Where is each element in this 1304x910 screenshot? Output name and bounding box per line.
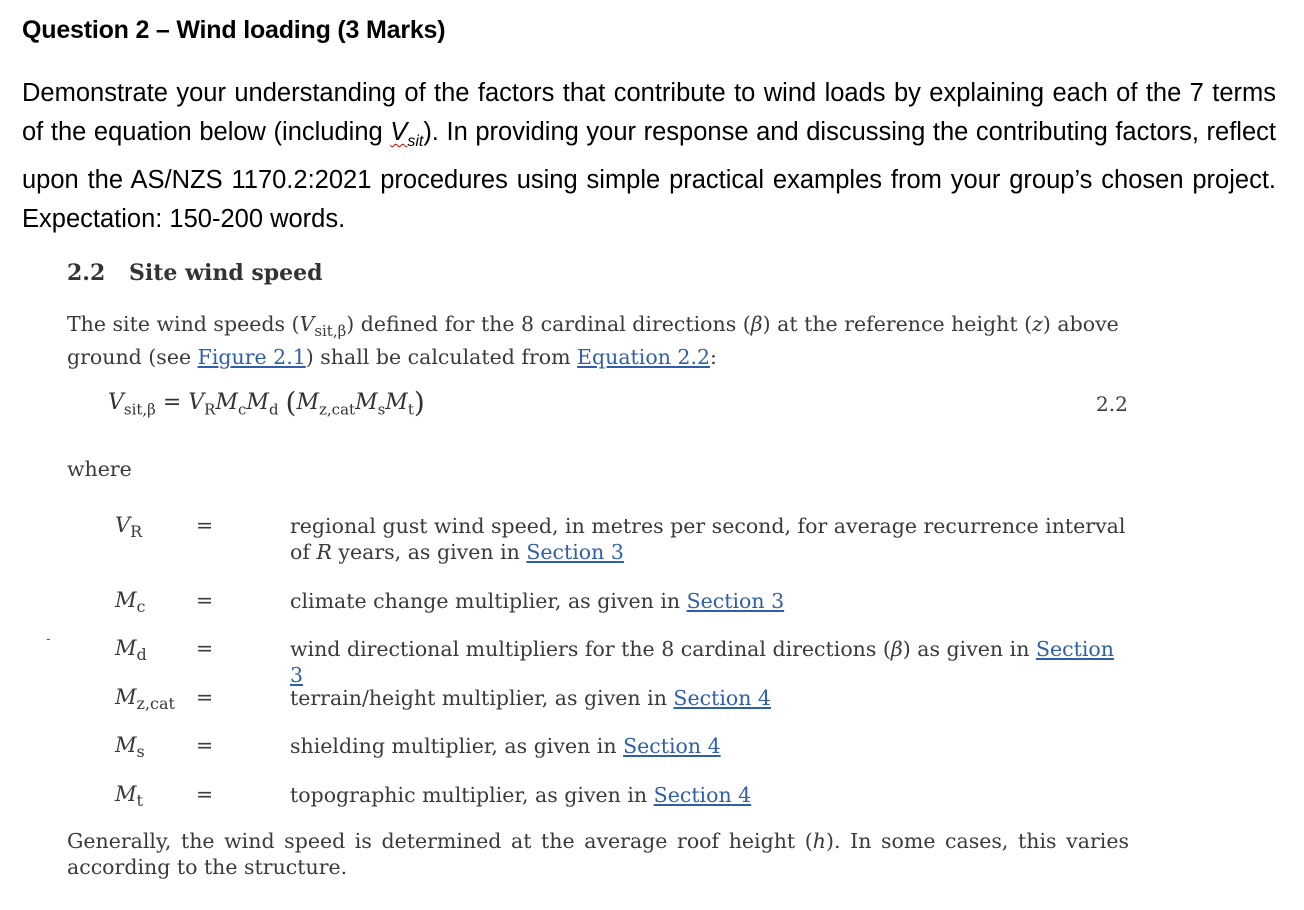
footer-text: ). In some cases, this varies according to the structure.: [67, 829, 1129, 879]
definition-equals: =: [196, 588, 214, 612]
eq-open-paren: (: [285, 386, 297, 419]
definition-symbol: $M_d$: [115, 636, 147, 665]
intro-text: ) defined for the 8 cardinal directions (: [346, 312, 751, 336]
section-title: Site wind speed: [129, 260, 323, 286]
vsit-main: V: [390, 118, 408, 146]
intro-v: V: [299, 312, 315, 336]
intro-text: ) above ground (see: [67, 312, 1119, 370]
eq-term: M: [215, 390, 238, 415]
eq-close-paren: ): [413, 386, 425, 419]
section-heading: [67, 260, 323, 286]
section-link[interactable]: Section 4: [623, 734, 721, 758]
question-text-part2: ). In providing your response and discussing the contributing factors, reflect upon the AS/NZS 1170.2:2021 procedures using simple practical examples from your group’s chosen project. Expectation: 150-200 words.: [22, 118, 1276, 234]
section-intro: [67, 311, 1129, 370]
definition-symbol: $M_s$: [115, 733, 145, 762]
where-label: where: [67, 457, 132, 481]
eq-sub: R: [204, 400, 216, 419]
eq-sign: =: [155, 390, 189, 415]
eq-sub: z,cat: [319, 400, 356, 419]
footer-paragraph: [67, 828, 1129, 880]
definition-equals: =: [196, 782, 214, 806]
definition-equals: =: [196, 685, 214, 709]
definition-text: wind directional multipliers for the 8 cardinal directions (β) as given in Section 3: [290, 637, 1114, 687]
eq-sub: c: [238, 400, 247, 419]
eq-sub: s: [377, 400, 386, 419]
intro-text: ) shall be calculated from: [305, 345, 578, 370]
definition-equals: =: [196, 513, 214, 537]
definition-text: regional gust wind speed, in metres per second, for average recurrence interval of R years, as given in Section 3: [290, 514, 1126, 564]
question-body: [22, 74, 1276, 239]
intro-text: The site wind speeds (: [67, 312, 300, 336]
definition-text: climate change multiplier, as given in Section 3: [290, 589, 785, 613]
intro-beta: β: [750, 312, 763, 336]
equation-link[interactable]: Equation 2.2: [577, 345, 711, 370]
section-link[interactable]: Section 3: [290, 637, 1114, 687]
eq-term: M: [296, 390, 320, 415]
section-link[interactable]: Section 4: [653, 783, 752, 807]
question-text-part1: Demonstrate your understanding of the factors that contribute to wind loads by explaining each of the 7 terms of the equation below (including: [22, 79, 1276, 146]
eq-term: V: [188, 390, 205, 415]
eq-lhs-sub: sit,β: [123, 400, 156, 419]
eq-sub: t: [407, 400, 414, 419]
intro-z: z: [1032, 312, 1043, 336]
vsit-term: [390, 118, 424, 151]
definition-symbol: $M_t$: [115, 782, 143, 811]
eq-lhs: V: [108, 390, 124, 415]
definition-text: terrain/height multiplier, as given in Section 4: [290, 686, 771, 710]
intro-v-sub: sit,β: [314, 322, 347, 341]
section-link[interactable]: Section 3: [526, 540, 624, 564]
intro-text: ) at the reference height (: [762, 312, 1033, 336]
definition-equals: =: [196, 733, 214, 757]
eq-term: M: [355, 390, 378, 415]
eq-term: M: [385, 390, 408, 415]
footer-text: Generally, the wind speed is determined at the average roof height (: [67, 829, 813, 853]
definition-symbol: $M_c$: [115, 588, 146, 617]
intro-text: :: [710, 345, 717, 370]
footer-h: h: [812, 829, 826, 853]
equation-number: 2.2: [1096, 392, 1128, 416]
figure-link[interactable]: Figure 2.1: [197, 345, 306, 370]
section-number: 2.2: [67, 260, 106, 286]
definition-text: topographic multiplier, as given in Section 4: [290, 783, 752, 807]
eq-sub: d: [268, 400, 279, 419]
equation: [108, 386, 425, 419]
definition-symbol: $V_R$: [115, 513, 143, 542]
question-title: Question 2 – Wind loading (3 Marks): [22, 16, 446, 44]
eq-term: M: [246, 390, 269, 415]
margin-mark: -: [46, 630, 51, 646]
section-link[interactable]: Section 3: [686, 589, 785, 613]
definition-symbol: $M_{z,cat}$: [115, 685, 175, 714]
definition-text: shielding multiplier, as given in Section 4: [290, 734, 721, 758]
definition-equals: =: [196, 636, 214, 660]
section-link[interactable]: Section 4: [673, 686, 771, 710]
vsit-sub: sit: [407, 133, 424, 151]
